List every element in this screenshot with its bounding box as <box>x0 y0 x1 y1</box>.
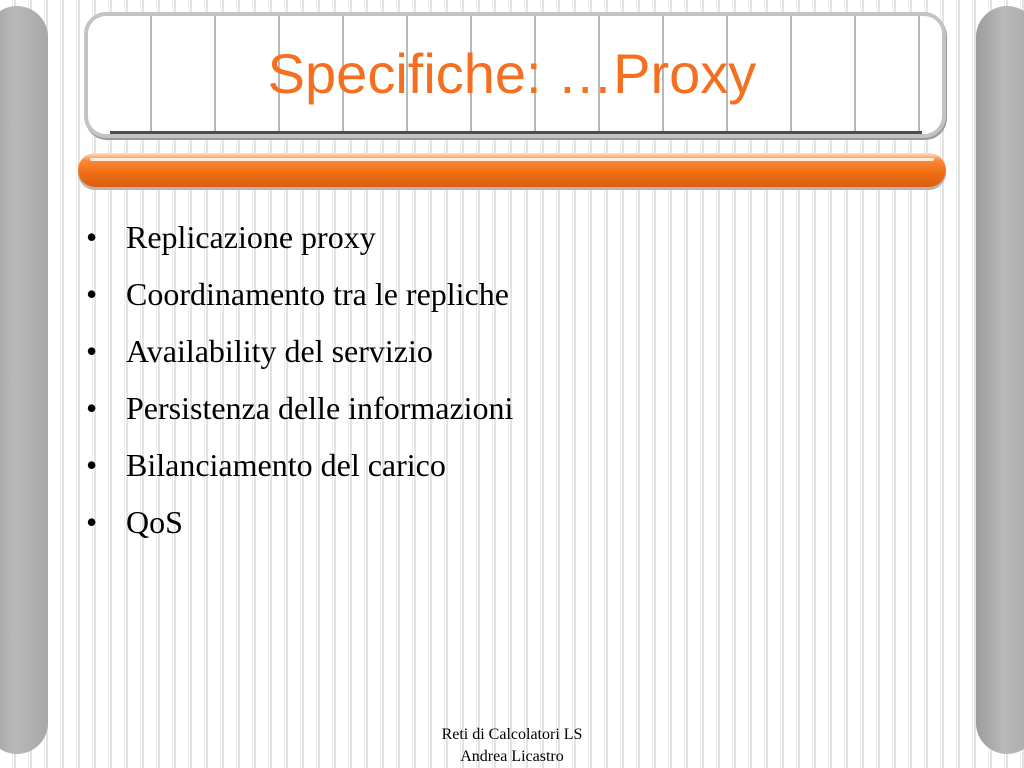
bullet-text: Bilanciamento del carico <box>126 447 446 483</box>
list-item <box>86 442 513 499</box>
bullet-text: Persistenza delle informazioni <box>126 390 514 426</box>
bullet-text: Availability del servizio <box>126 333 433 369</box>
footer-course: Reti di Calcolatori LS <box>441 726 583 743</box>
title-underline <box>110 131 922 134</box>
slide-footer <box>412 724 612 768</box>
list-item <box>86 214 513 271</box>
right-decorative-bar <box>976 6 1024 754</box>
bullet-list <box>86 214 513 556</box>
footer-author: Andrea Licastro <box>460 748 564 765</box>
bullet-text: QoS <box>126 504 183 540</box>
list-item <box>86 328 513 385</box>
bullet-icon: • <box>86 447 98 483</box>
bullet-icon: • <box>86 390 98 426</box>
bullet-text: Replicazione proxy <box>126 219 376 255</box>
bullet-icon: • <box>86 333 98 369</box>
list-item <box>86 499 513 556</box>
list-item <box>86 385 513 442</box>
slide-title: Specifiche: …Proxy <box>267 42 757 105</box>
list-item <box>86 271 513 328</box>
orange-accent-bar <box>78 153 946 187</box>
bullet-icon: • <box>86 276 98 312</box>
bullet-icon: • <box>86 219 98 255</box>
bullet-text: Coordinamento tra le repliche <box>126 276 509 312</box>
left-decorative-bar <box>0 6 48 754</box>
bullet-icon: • <box>86 504 98 540</box>
